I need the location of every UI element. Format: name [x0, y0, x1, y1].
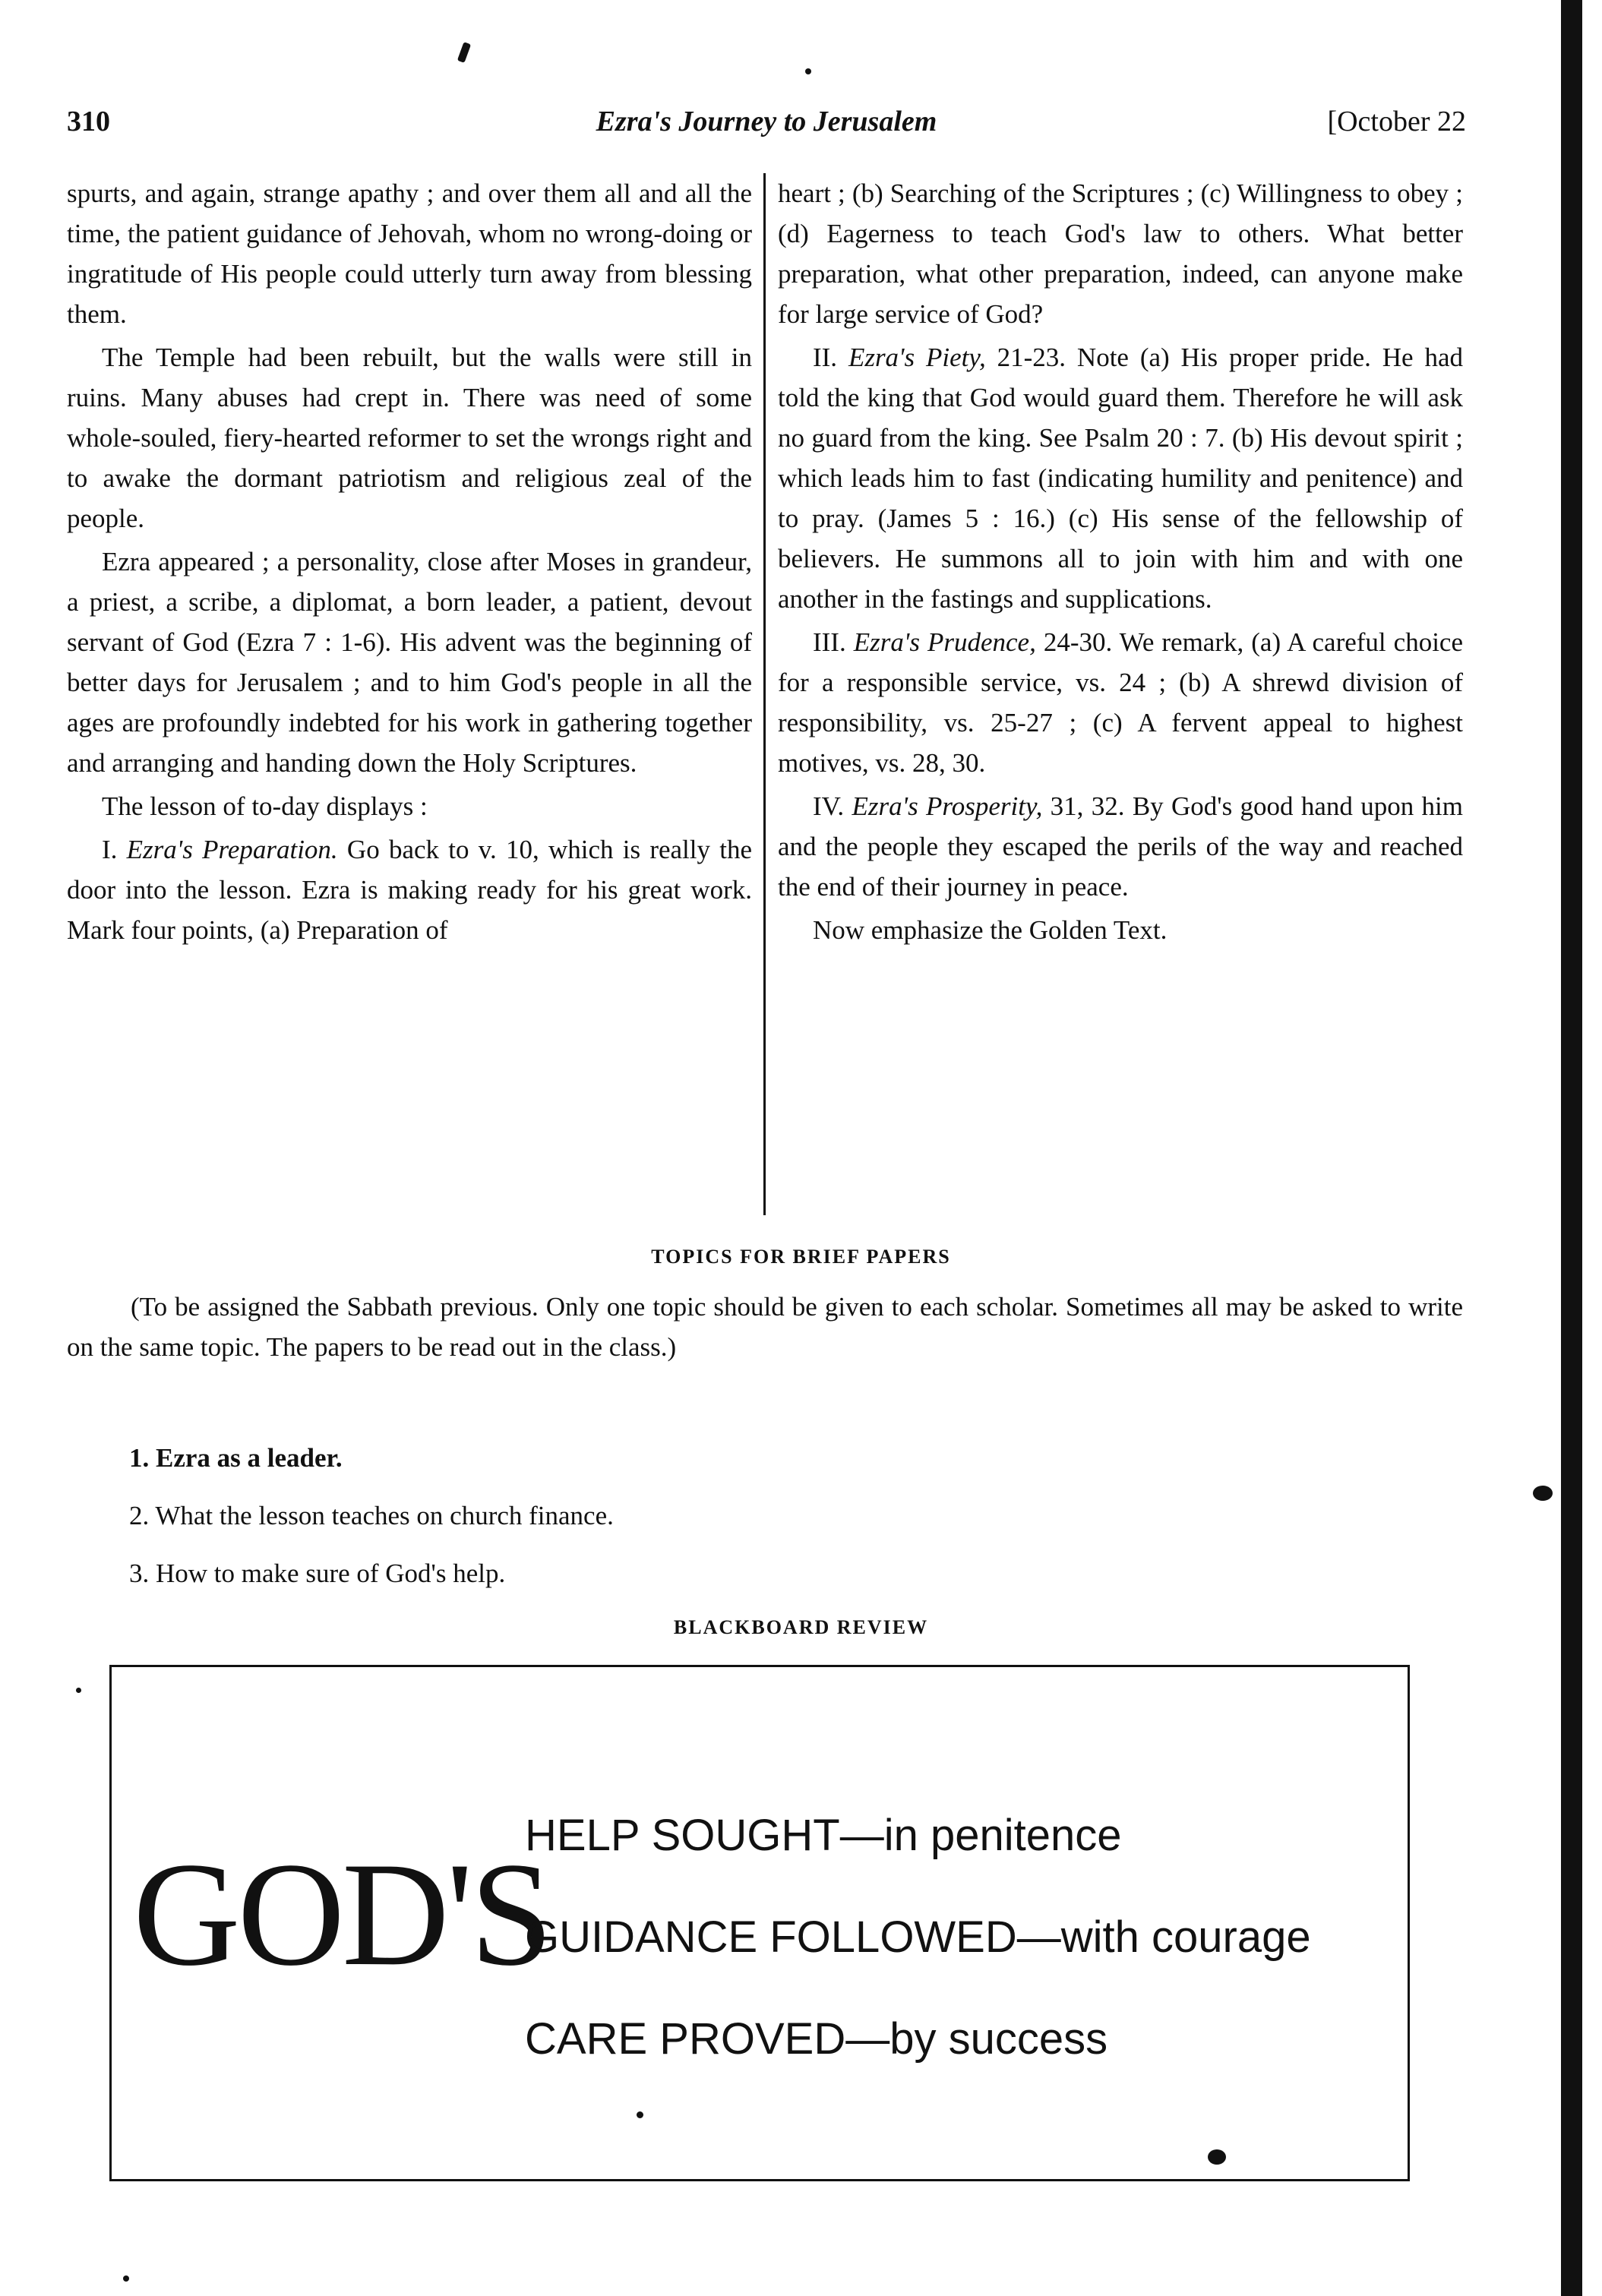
section-text: 31, 32. By God's good hand upon him and the people they escaped the perils of the way and reached the end of their journey in peace. — [778, 791, 1463, 902]
scan-speck — [805, 68, 811, 74]
numeral: IV. — [813, 791, 852, 821]
scan-speck — [457, 42, 471, 63]
paragraph-prudence — [778, 622, 1463, 783]
scan-speck — [637, 2111, 643, 2118]
section-text: 24-30. We remark, (a) A careful choice for a responsible service, vs. 24 ; (b) A shrewd division of responsibility, vs. 25-27 ; (c) A fervent appeal to highest motives, vs. 28, 30. — [778, 627, 1463, 778]
blackboard-line: GUIDANCE FOLLOWED—with courage — [525, 1912, 1311, 1962]
section-title: Ezra's Prosperity, — [852, 791, 1043, 821]
page-header — [67, 105, 1466, 147]
numeral: III. — [813, 627, 854, 657]
left-column — [67, 173, 752, 953]
paragraph: spurts, and again, strange apathy ; and over them all and all the time, the patient guidance of Jehovah, whom no wrong-doing or ingratitude of His people could utterly turn away from blessing them. — [67, 178, 752, 329]
scan-speck — [76, 1688, 81, 1693]
blackboard-box — [109, 1665, 1410, 2181]
section-text: 21-23. Note (a) His proper pride. He had told the king that God would guard them. Therefore he will ask no guard from the king. See Psalm 20 : 7. (b) His devout spirit ; which leads him to fast (indicating humility and penitence) and to pray. (James 5 : 16.) (c) His sense of the fellowship of believers. He summons all to join with him and with one another in the fastings and supplications. — [778, 343, 1464, 614]
paragraph: The lesson of to-day displays : — [102, 791, 428, 821]
paragraph-piety — [778, 337, 1463, 619]
numeral: II. — [813, 343, 848, 372]
lesson-columns — [67, 173, 1463, 1215]
blackboard-line: HELP SOUGHT—in penitence — [525, 1811, 1122, 1860]
scan-speck — [1533, 1486, 1553, 1501]
column-divider — [763, 173, 766, 1215]
paragraph-preparation — [67, 829, 752, 950]
numeral: I. — [102, 835, 127, 864]
section-text: Go back to v. 10, which is really the door into the lesson. Ezra is making ready for his great work. Mark four points, (a) Preparation of — [67, 835, 753, 945]
paragraph: heart ; (b) Searching of the Scriptures ; (c) Willingness to obey ; (d) Eagerness to teach God's law to others. What better preparation, what other preparation, indeed, can anyone make for large service of God? — [778, 178, 1463, 329]
section-title: Ezra's Piety, — [848, 343, 986, 372]
list-item: 1. Ezra as a leader. — [129, 1443, 343, 1473]
blackboard-big-word: GOD'S — [133, 1832, 550, 1997]
list-item: 2. What the lesson teaches on church finance. — [129, 1501, 614, 1530]
blackboard-heading: BLACKBOARD REVIEW — [673, 1616, 929, 1638]
page-number: 310 — [67, 106, 110, 137]
list-item: 3. How to make sure of God's help. — [129, 1559, 506, 1588]
section-title: Ezra's Prudence, — [853, 627, 1036, 657]
right-column — [778, 173, 1463, 953]
topics-intro: (To be assigned the Sabbath previous. Only one topic should be given to each scholar. Sometimes all may be asked to write on the same topic. The papers to be read out in the class.) — [67, 1292, 1463, 1362]
scan-speck — [123, 2275, 129, 2282]
running-title: Ezra's Journey to Jerusalem — [596, 106, 937, 137]
paragraph-golden-text: Now emphasize the Golden Text. — [813, 915, 1168, 945]
topics-heading: TOPICS FOR BRIEF PAPERS — [651, 1246, 951, 1268]
scan-speck — [1208, 2149, 1226, 2165]
section-title: Ezra's Preparation. — [126, 835, 338, 864]
blackboard-line: CARE PROVED—by success — [525, 2014, 1108, 2064]
paragraph: The Temple had been rebuilt, but the walls were still in ruins. Many abuses had crept in. There was need of some whole-souled, fiery-hearted reformer to set the wrongs right and to awake the dormant patriotism and religious zeal of the people. — [67, 343, 752, 533]
date-label: [October 22 — [1327, 106, 1466, 137]
topics-list — [129, 1429, 614, 1603]
binding-edge — [1561, 0, 1582, 2296]
paragraph-prosperity — [778, 786, 1463, 907]
paragraph: Ezra appeared ; a personality, close after Moses in grandeur, a priest, a scribe, a diplomat, a born leader, a patient, devout servant of God (Ezra 7 : 1-6). His advent was the beginning of better days for Jerusalem ; and to him God's people in all the ages are profoundly indebted for his work in gathering together and arranging and handing down the Holy Scriptures. — [67, 547, 752, 778]
